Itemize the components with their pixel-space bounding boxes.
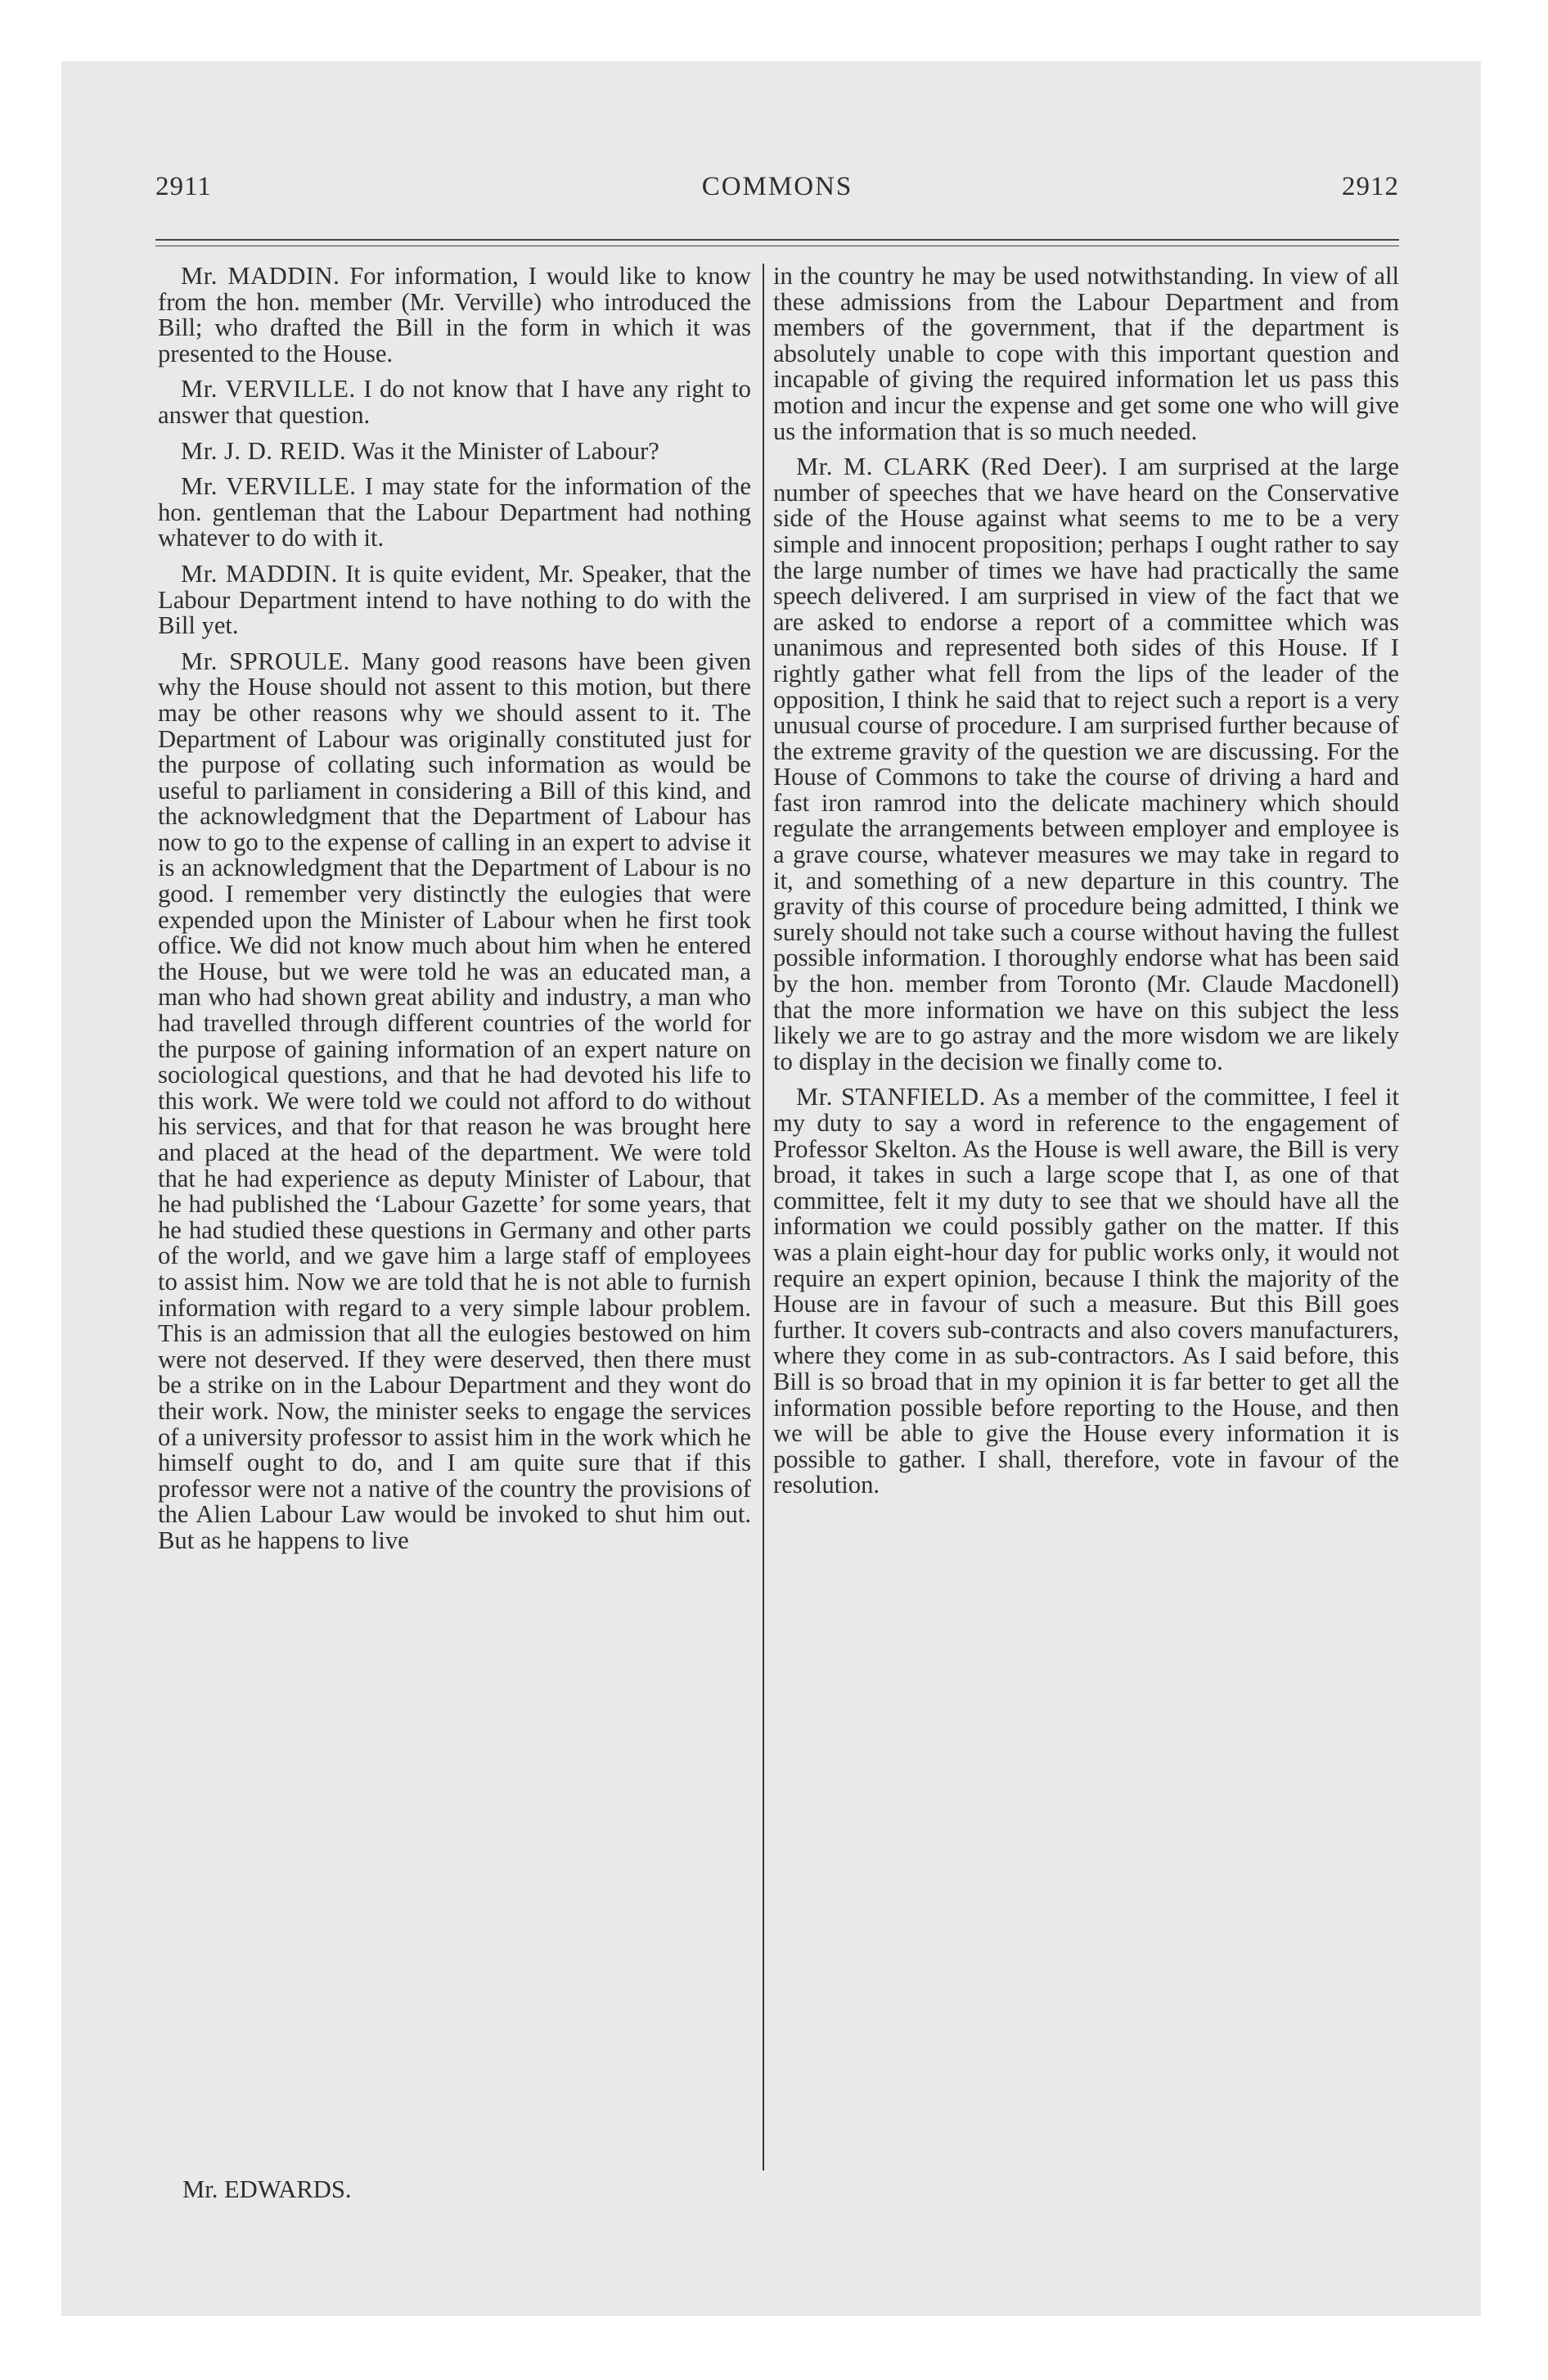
paragraph — [158, 561, 751, 639]
running-title: COMMONS — [701, 172, 853, 201]
paragraph — [773, 1084, 1399, 1499]
speaker-name: Mr. VERVILLE. — [181, 375, 356, 403]
paragraph — [158, 649, 751, 1554]
paragraph — [773, 264, 1399, 444]
speech-text: Many good reasons have been given why the House should not assent to this motion, but there may be other reasons why we should assent to it. The Department of Labour was originally constituted just for the purpose of collating such information as would be useful to parliament in considering a Bill of this kind, and the acknowledgment that the Department of Labour has now to go to the expense of calling in an expert to advise it is an acknowledgment that the Department of Labour is no good. I remember very distinctly the eulogies that were expended upon the Minister of Labour when he first took office. We did not know much about him when he entered the House, but we were told he was an educated man, a man who had shown great ability and industry, a man who had travelled through different countries of the world for the purpose of gaining information of an expert nature on sociological questions, and that he had devoted his life to this work. We were told we could not afford to do without his services, and that for that reason he was brought here and placed at the head of the department. We were told that he had experience as deputy Minister of Labour, that he had published the ‘Labour Gazette’ for some years, that he had studied these questions in Germany and other parts of the world, and we gave him a large staff of employees to assist him. Now we are told that he is not able to furnish information with regard to a very simple labour problem. This is an admission that all the eulogies bestowed on him were not deserved. If they were deserved, then there must be a strike on in the Labour Department and they wont do their work. Now, the minister seeks to engage the services of a university professor to assist him in the work which he himself ought to do, and I am quite sure that if this professor were not a native of the country the provisions of the Alien Labour Law would be invoked to shut him out. But as he happens to live — [158, 647, 751, 1554]
left-column — [158, 264, 751, 1564]
speaker-name: Mr. VERVILLE. — [181, 472, 357, 501]
page-number-right: 2912 — [1342, 172, 1399, 201]
speech-text: It is quite evident, Mr. Speaker, that the Labour Department intend to have nothing to do with the Bill yet. — [158, 559, 751, 640]
speech-text: I am surprised at the large number of speeches that we have heard on the Conservative side of the House against what seems to me to be a very simple and innocent proposition; perhaps I ought rather to say the large number of times we have had practically the same speech delivered. I am surprised in view of the fact that we are asked to endorse a report of a committee which was unanimous and represented both sides of this House. If I rightly gather what fell from the lips of the leader of the opposition, I think he said that to reject such a report is a very unusual course of procedure. I am surprised further because of the extreme gravity of the question we are discussing. For the House of Commons to take the course of driving a hard and fast iron ramrod into the delicate machinery which should regulate the arrangements between employer and employee is a grave course, whatever measures we may take in regard to it, and something of a new departure in this country. The gravity of this course of procedure being admitted, I think we surely should not take such a course without having the fullest possible information. I thoroughly endorse what has been said by the hon. member from Toronto (Mr. Claude Macdonell) that the more information we have on this subject the less likely we are to go astray and the more wisdom we are likely to display in the decision we finally come to. — [773, 453, 1400, 1075]
speech-text: Was it the Minister of Labour? — [352, 436, 659, 465]
speech-text: For information, I would like to know from the hon. member (Mr. Verville) who introduced the Bill; who drafted the Bill in the form in which it was presented to the House. — [158, 262, 751, 367]
next-speaker: Mr. EDWARDS. — [182, 2175, 352, 2203]
speaker-name: Mr. J. D. REID. — [181, 436, 347, 465]
speaker-name: Mr. MADDIN. — [181, 262, 340, 290]
right-column — [773, 264, 1399, 1508]
speech-text: As a member of the committee, I feel it my duty to say a word in reference to the engagement of Professor Skelton. As the House is well aware, the Bill is very broad, it takes in such a large scope that I, as one of that committee, felt it my duty to see that we should have all the information we could possibly gather on the matter. If this was a plain eight-hour day for public works only, it would not require an expert opinion, because I think the majority of the House are in favour of such a measure. But this Bill goes further. It covers sub-contracts and also covers manufacturers, where they come in as sub-contractors. As I said before, this Bill is so broad that in my opinion it is far better to get all the information possible before reporting to the House, and then we will be able to give the House every information it is possible to gather. I shall, therefore, vote in favour of the resolution. — [773, 1083, 1399, 1499]
paragraph — [158, 264, 751, 367]
paragraph — [158, 436, 751, 465]
speaker-name: Mr. MADDIN. — [181, 559, 338, 588]
column-divider — [763, 264, 764, 2170]
speech-text: I may state for the information of the hon. gentleman that the Labour Department had nothing whatever to do with it. — [158, 472, 752, 552]
speech-text: in the country he may be used notwithstanding. In view of all these admissions from the Labour Department and from members of the government, that if the department is absolutely unable to cope with this important question and incapable of giving the required information let us pass this motion and incur the expense and get some one who will give us the information that is so much needed. — [773, 262, 1399, 445]
page-header — [155, 172, 1399, 213]
speaker-name: Mr. M. CLARK (Red Deer). — [796, 453, 1109, 481]
paragraph — [773, 454, 1399, 1075]
speaker-name: Mr. SPROULE. — [181, 647, 350, 675]
header-rule-top — [155, 239, 1399, 241]
paragraph — [158, 474, 751, 552]
speaker-name: Mr. STANFIELD. — [796, 1083, 986, 1111]
speech-text: I do not know that I have any right to answer that question. — [158, 375, 751, 429]
page-number-left: 2911 — [155, 172, 212, 201]
paragraph — [158, 376, 751, 428]
